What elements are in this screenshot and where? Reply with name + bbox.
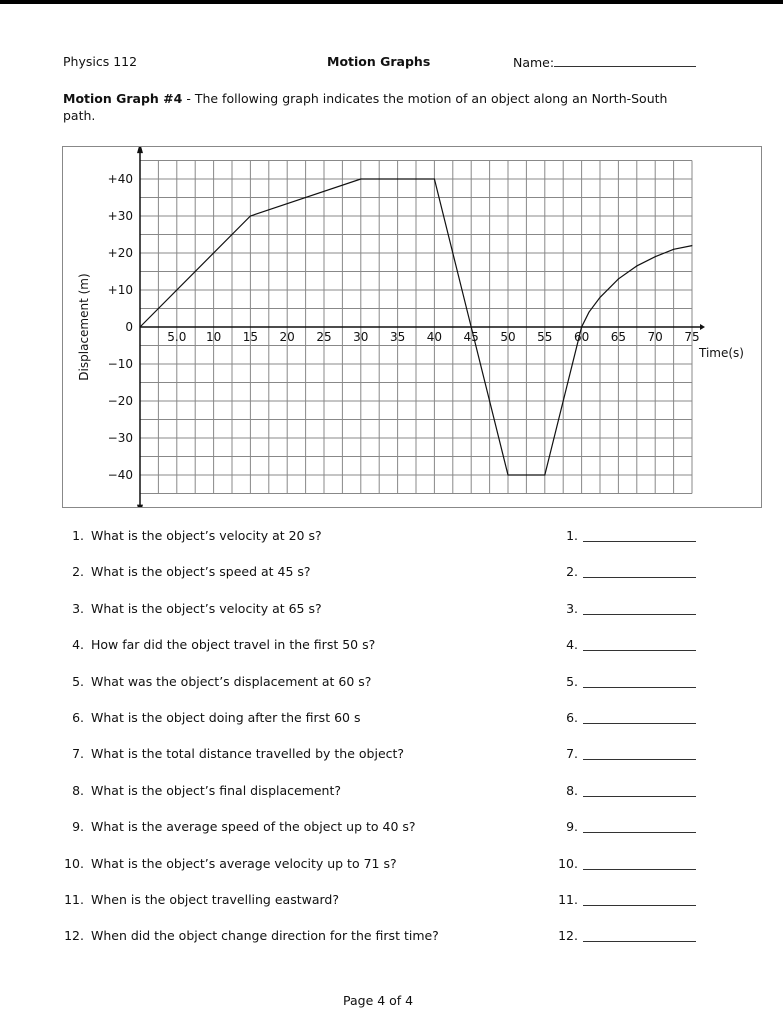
question-item (0, 637, 783, 653)
question-number: 4. (72, 637, 84, 653)
y-tick-label: +40 (107, 172, 133, 186)
graph-heading: Motion Graph #4 (63, 91, 183, 106)
answer-number: 12. (558, 928, 578, 944)
x-tick-label: 20 (279, 330, 295, 344)
question-text: What is the total distance travelled by the object? (91, 746, 405, 762)
answer-line[interactable] (583, 541, 696, 542)
question-item (0, 746, 783, 762)
question-item (0, 892, 783, 908)
answer-number: 10. (558, 855, 578, 871)
question-number: 3. (72, 600, 84, 616)
question-item (0, 928, 783, 944)
x-tick-label: 45 (463, 330, 479, 344)
data-point (360, 179, 361, 180)
answer-number: 11. (558, 892, 578, 907)
answer-line[interactable] (583, 614, 696, 615)
y-tick-label: +20 (107, 246, 133, 260)
answer-number: 7. (566, 746, 578, 762)
y-axis-arrow-down-icon (137, 505, 143, 507)
y-tick-label: +30 (107, 209, 133, 223)
question-number: 9. (72, 819, 84, 835)
question-text: What is the object’s final displacement? (91, 782, 342, 798)
name-line[interactable] (554, 54, 696, 67)
answer-line[interactable] (583, 905, 696, 906)
question-number: 12. (64, 928, 84, 944)
x-tick-label: 75 (684, 330, 700, 344)
x-tick-label: 10 (205, 330, 222, 344)
name-field[interactable] (513, 54, 696, 70)
x-tick-label: 50 (500, 330, 516, 344)
answer-number: 3. (566, 600, 578, 616)
name-label: Name: (513, 55, 555, 70)
question-number: 8. (72, 782, 84, 798)
answer-number: 1. (566, 528, 578, 543)
question-number: 1. (72, 528, 84, 543)
question-text: When did the object change direction for the first time? (91, 928, 439, 944)
x-tick-label: 70 (647, 330, 663, 344)
question-text: What is the object doing after the first 60 s (91, 710, 361, 725)
x-tick-label: 40 (426, 330, 443, 344)
x-tick-label: 30 (353, 330, 369, 344)
question-text: How far did the object travel in the first 50 s? (91, 637, 376, 653)
y-axis-label: Displacement (m) (77, 273, 91, 381)
answer-line[interactable] (583, 723, 696, 724)
question-number: 7. (72, 746, 84, 762)
answer-line[interactable] (583, 869, 696, 870)
answer-number: 9. (566, 819, 578, 835)
data-point (250, 216, 251, 217)
data-point (618, 278, 619, 279)
data-point (600, 297, 601, 298)
data-point (544, 475, 545, 476)
question-number: 11. (64, 892, 84, 907)
question-text: What is the object’s average velocity up to 71 s? (91, 855, 397, 871)
question-number: 5. (72, 673, 84, 689)
data-point (692, 245, 693, 246)
question-number: 2. (72, 564, 84, 580)
answer-number: 8. (566, 782, 578, 798)
y-axis-arrow-up-icon (137, 147, 143, 153)
x-tick-label: 25 (316, 330, 332, 344)
answer-line[interactable] (583, 650, 696, 651)
y-tick-label: −40 (107, 468, 133, 482)
answer-number: 6. (566, 710, 578, 725)
data-point (140, 327, 141, 328)
answer-line[interactable] (583, 832, 696, 833)
y-tick-label: −30 (107, 431, 133, 445)
y-tick-label: 0 (125, 320, 133, 334)
data-point (636, 265, 637, 266)
question-item (0, 856, 783, 872)
question-item (0, 528, 783, 544)
x-axis-arrow-icon (700, 324, 705, 330)
x-tick-label: 65 (610, 330, 627, 344)
question-item (0, 564, 783, 580)
data-point (673, 249, 674, 250)
answer-line[interactable] (583, 759, 696, 760)
question-number: 6. (72, 710, 84, 725)
question-item (0, 710, 783, 726)
page-number: Page 4 of 4 (343, 993, 414, 1008)
x-tick-label: 60 (573, 330, 590, 344)
question-item (0, 601, 783, 617)
question-text: What is the object’s speed at 45 s? (91, 564, 311, 580)
answer-number: 2. (566, 564, 578, 580)
question-text: What was the object’s displacement at 60 s? (91, 673, 372, 689)
data-point (581, 327, 582, 328)
question-item (0, 783, 783, 799)
question-number: 10. (64, 855, 84, 871)
question-text: When is the object travelling eastward? (91, 892, 339, 907)
answer-number: 5. (566, 673, 578, 689)
question-item (0, 674, 783, 690)
x-tick-label: 35 (389, 330, 406, 344)
data-point (508, 475, 509, 476)
x-tick-label: 5.0 (167, 330, 187, 344)
answer-line[interactable] (583, 577, 696, 578)
question-text: What is the average speed of the object up to 40 s? (91, 819, 416, 835)
y-tick-label: −20 (107, 394, 133, 408)
intro-text: - The following graph indicates the motion of an object along an North-South (182, 91, 668, 106)
y-tick-label: +10 (107, 283, 133, 297)
intro-text-2: path. (63, 108, 96, 123)
x-tick-label: 55 (537, 330, 553, 344)
data-point (655, 256, 656, 257)
answer-line[interactable] (583, 687, 696, 688)
top-border (0, 0, 783, 4)
data-point (471, 327, 472, 328)
x-tick-label: 15 (242, 330, 259, 344)
chart-frame (62, 146, 762, 508)
answer-line[interactable] (583, 796, 696, 797)
intro-line (63, 91, 667, 106)
data-point (434, 179, 435, 180)
displacement-time-chart (63, 147, 761, 507)
question-text: What is the object’s velocity at 65 s? (91, 600, 322, 616)
answer-number: 4. (566, 637, 578, 653)
worksheet-title: Motion Graphs (327, 54, 431, 69)
data-point (588, 312, 589, 313)
x-axis-label: Time(s) (699, 346, 744, 360)
course-label: Physics 112 (63, 54, 138, 69)
question-item (0, 819, 783, 835)
answer-line[interactable] (583, 941, 696, 942)
y-tick-label: −10 (107, 357, 133, 371)
question-text: What is the object’s velocity at 20 s? (91, 528, 322, 543)
